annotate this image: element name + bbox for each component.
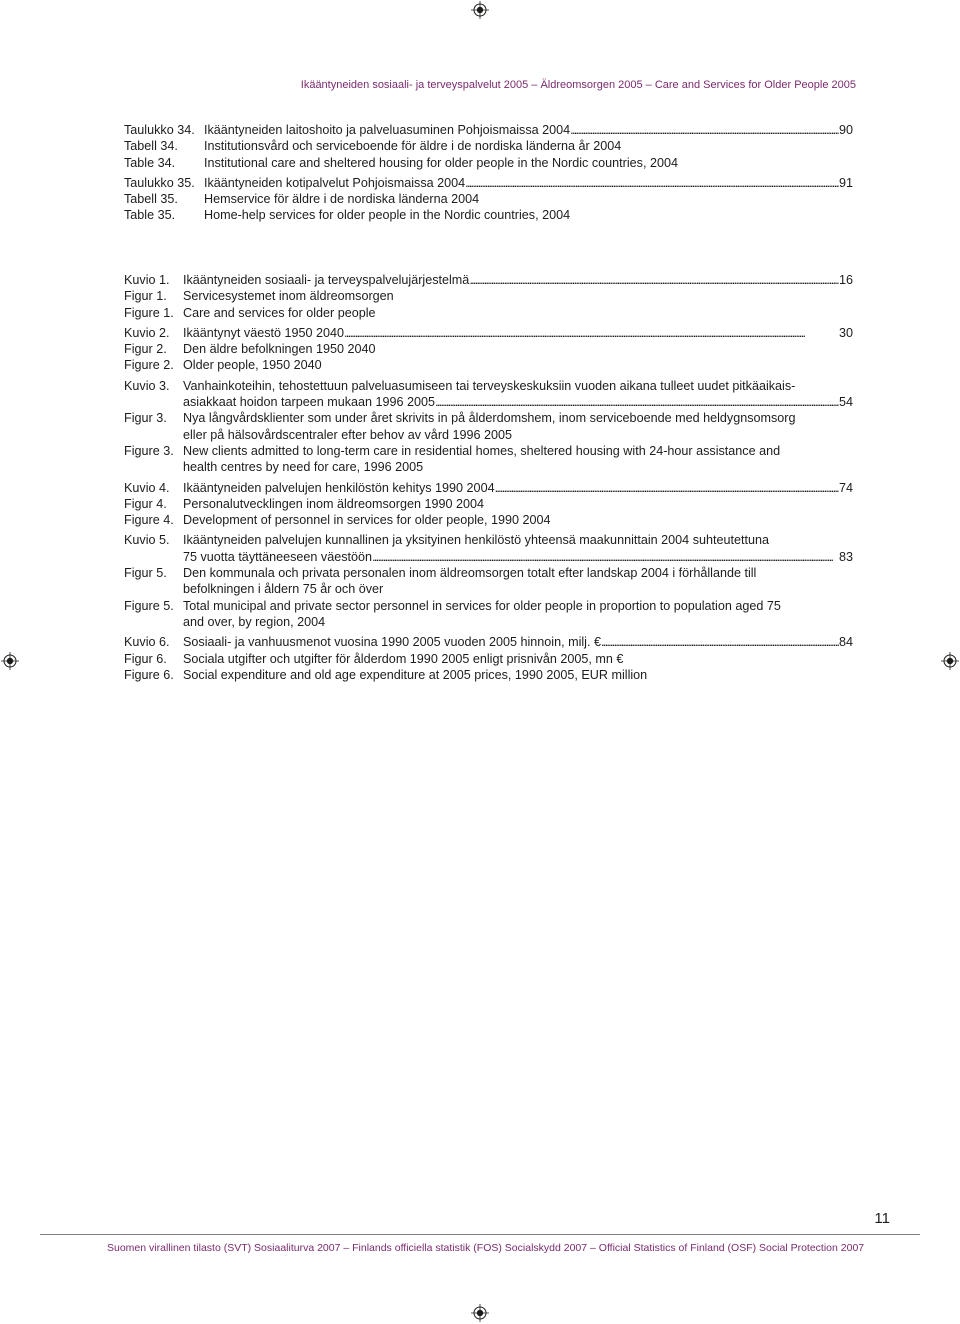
running-header: Ikääntyneiden sosiaali- ja terveyspalvelut 2005 – Äldreomsorgen 2005 – Care and Services for Older People 2005 — [300, 79, 856, 91]
toc-entry-label: Figur 3. — [124, 411, 167, 426]
toc-entry-page: 91 — [838, 175, 853, 190]
toc-entry-title: Care and services for older people — [183, 305, 376, 320]
toc-entry-label: Kuvio 3. — [124, 378, 170, 393]
toc-entry-page: 74 — [838, 480, 853, 495]
toc-entry-title: Ikääntyneiden palvelujen kunnallinen ja yksityinen henkilöstö yhteensä maakunnittain 2004 suhteutettuna — [183, 533, 770, 548]
toc-group — [124, 378, 853, 476]
toc-entry-title: New clients admitted to long-term care in residential homes, sheltered housing with 24-hour assistance and — [183, 443, 781, 458]
toc-entry-title: Older people, 1950 2040 — [183, 358, 322, 373]
toc-entry-label: Figur 4. — [124, 496, 167, 511]
toc-entry-title: Vanhainkoteihin, tehostettuun palveluasumiseen tai terveyskeskuksiin vuoden aikana tulleet uudet pitkäaikais- — [183, 378, 796, 393]
dot-leader — [469, 272, 839, 288]
toc-entry — [124, 305, 853, 321]
toc-entry — [124, 532, 853, 565]
registration-mark-icon — [471, 1304, 489, 1322]
registration-mark-icon — [471, 1, 489, 19]
toc-group — [124, 532, 853, 630]
toc-entry — [124, 357, 853, 373]
toc-entry-label: Tabell 34. — [124, 139, 178, 154]
dot-leader — [372, 549, 839, 565]
toc-entry-label: Table 35. — [124, 208, 176, 223]
toc-entry-title: Ikääntyneiden sosiaali- ja terveyspalvelujärjestelmä — [183, 273, 470, 287]
toc-entry-label: Figur 1. — [124, 289, 167, 304]
dot-leader — [344, 325, 839, 341]
figure-list — [124, 272, 853, 687]
toc-entry — [124, 155, 853, 171]
toc-group — [124, 325, 853, 374]
toc-group — [124, 175, 853, 224]
toc-entry-title: 75 vuotta täyttäneeseen väestöön — [183, 549, 373, 564]
toc-entry-title: Total municipal and private sector personnel in services for older people in proportion to population aged 75 — [183, 598, 781, 613]
toc-entry-page: 54 — [838, 395, 853, 410]
toc-entry-label: Kuvio 1. — [124, 273, 170, 287]
toc-entry — [124, 272, 853, 288]
toc-entry-title: Ikääntynyt väestö 1950 2040 — [183, 325, 345, 340]
dot-leader — [601, 634, 839, 650]
toc-entry — [124, 191, 853, 207]
toc-entry — [124, 565, 853, 598]
toc-entry-title: asiakkaat hoidon tarpeen mukaan 1996 2005 — [183, 395, 436, 410]
toc-entry — [124, 341, 853, 357]
registration-mark-icon — [941, 652, 959, 670]
toc-entry-label: Kuvio 5. — [124, 533, 170, 548]
toc-entry — [124, 325, 853, 341]
toc-entry-page: 83 — [838, 549, 853, 564]
toc-entry-title: Hemservice för äldre i de nordiska länderna 2004 — [204, 192, 480, 207]
toc-entry-label: Figur 6. — [124, 651, 167, 666]
toc-entry-label: Figure 5. — [124, 598, 174, 613]
toc-entry-title: Ikääntyneiden palvelujen henkilöstön kehitys 1990 2004 — [183, 480, 495, 495]
toc-entry-title: Nya långvårdsklienter som under året skrivits in på ålderdomshem, inom serviceboende med heldygnsomsorg — [183, 411, 796, 426]
toc-entry-title: Home-help services for older people in the Nordic countries, 2004 — [204, 208, 571, 223]
toc-entry-title: health centres by need for care, 1996 2005 — [183, 460, 424, 475]
toc-entry — [124, 378, 853, 411]
toc-entry — [124, 480, 853, 496]
toc-entry — [124, 288, 853, 304]
toc-entry-title: Den kommunala och privata personalen inom äldreomsorgen totalt efter landskap 2004 i förhållande till — [183, 566, 757, 581]
toc-entry — [124, 207, 853, 223]
toc-entry-label: Taulukko 35. — [124, 175, 195, 190]
toc-entry-label: Taulukko 34. — [124, 123, 195, 137]
dot-leader — [495, 480, 839, 496]
toc-entry-title: eller på hälsovårdscentraler efter behov av vård 1996 2005 — [183, 427, 513, 442]
dot-leader — [570, 122, 839, 138]
toc-entry-label: Figure 1. — [124, 305, 174, 320]
toc-entry-label: Kuvio 6. — [124, 635, 170, 650]
toc-entry-label: Figure 3. — [124, 443, 174, 458]
toc-entry — [124, 496, 853, 512]
toc-entry-title: Social expenditure and old age expenditure at 2005 prices, 1990 2005, EUR million — [183, 667, 648, 682]
toc-entry-title: Institutional care and sheltered housing for older people in the Nordic countries, 2004 — [204, 155, 678, 170]
toc-entry-label: Tabell 35. — [124, 192, 178, 207]
toc-entry-label: Kuvio 4. — [124, 480, 170, 495]
toc-entry — [124, 175, 853, 191]
toc-entry-title: Sosiaali- ja vanhuusmenot vuosina 1990 2005 vuoden 2005 hinnoin, milj. € — [183, 635, 601, 650]
footer-divider — [40, 1234, 920, 1235]
toc-entry-title: Ikääntyneiden kotipalvelut Pohjoismaissa 2004 — [204, 175, 466, 190]
registration-mark-icon — [1, 652, 19, 670]
toc-group — [124, 122, 853, 171]
table-list — [124, 122, 853, 228]
toc-entry — [124, 634, 853, 650]
toc-group — [124, 634, 853, 683]
toc-entry-label: Figur 5. — [124, 566, 167, 581]
page-number: 11 — [874, 1210, 890, 1227]
toc-entry-title: Development of personnel in services for older people, 1990 2004 — [183, 513, 551, 528]
toc-entry-label: Figur 2. — [124, 342, 167, 357]
toc-group — [124, 480, 853, 529]
footer-series-title: Suomen virallinen tilasto (SVT) Sosiaaliturva 2007 – Finlands officiella statistik (FOS) Socialskydd 2007 – Official Statistics of Finland (OSF) Social Protection 2007 — [107, 1242, 865, 1254]
toc-entry-title: and over, by region, 2004 — [183, 614, 326, 629]
toc-entry-page: 30 — [838, 325, 853, 340]
toc-entry-page: 90 — [838, 123, 853, 137]
toc-entry-title: Den äldre befolkningen 1950 2040 — [183, 342, 376, 357]
toc-entry-label: Figure 4. — [124, 513, 174, 528]
toc-entry-page: 16 — [838, 273, 853, 287]
toc-entry-label: Kuvio 2. — [124, 325, 170, 340]
toc-entry — [124, 410, 853, 443]
toc-entry — [124, 122, 853, 138]
toc-entry — [124, 651, 853, 667]
toc-entry — [124, 138, 853, 154]
toc-entry-label: Table 34. — [124, 155, 176, 170]
toc-group — [124, 272, 853, 321]
toc-entry — [124, 598, 853, 631]
toc-entry-title: Ikääntyneiden laitoshoito ja palveluasuminen Pohjoismaissa 2004 — [204, 123, 571, 137]
toc-entry-title: Institutionsvård och serviceboende för äldre i de nordiska länderna år 2004 — [204, 139, 622, 154]
toc-entry-label: Figure 6. — [124, 667, 174, 682]
toc-entry-title: Sociala utgifter och utgifter för ålderdom 1990 2005 enligt prisnivån 2005, mn € — [183, 651, 624, 666]
dot-leader — [435, 394, 839, 410]
toc-entry-label: Figure 2. — [124, 358, 174, 373]
toc-entry-title: Servicesystemet inom äldreomsorgen — [183, 289, 394, 304]
dot-leader — [465, 175, 839, 191]
toc-entry-page: 84 — [838, 635, 853, 650]
toc-entry-title: Personalutvecklingen inom äldreomsorgen 1990 2004 — [183, 496, 485, 511]
toc-entry — [124, 667, 853, 683]
toc-entry-title: befolkningen i åldern 75 år och över — [183, 582, 384, 597]
toc-entry — [124, 512, 853, 528]
toc-entry — [124, 443, 853, 476]
